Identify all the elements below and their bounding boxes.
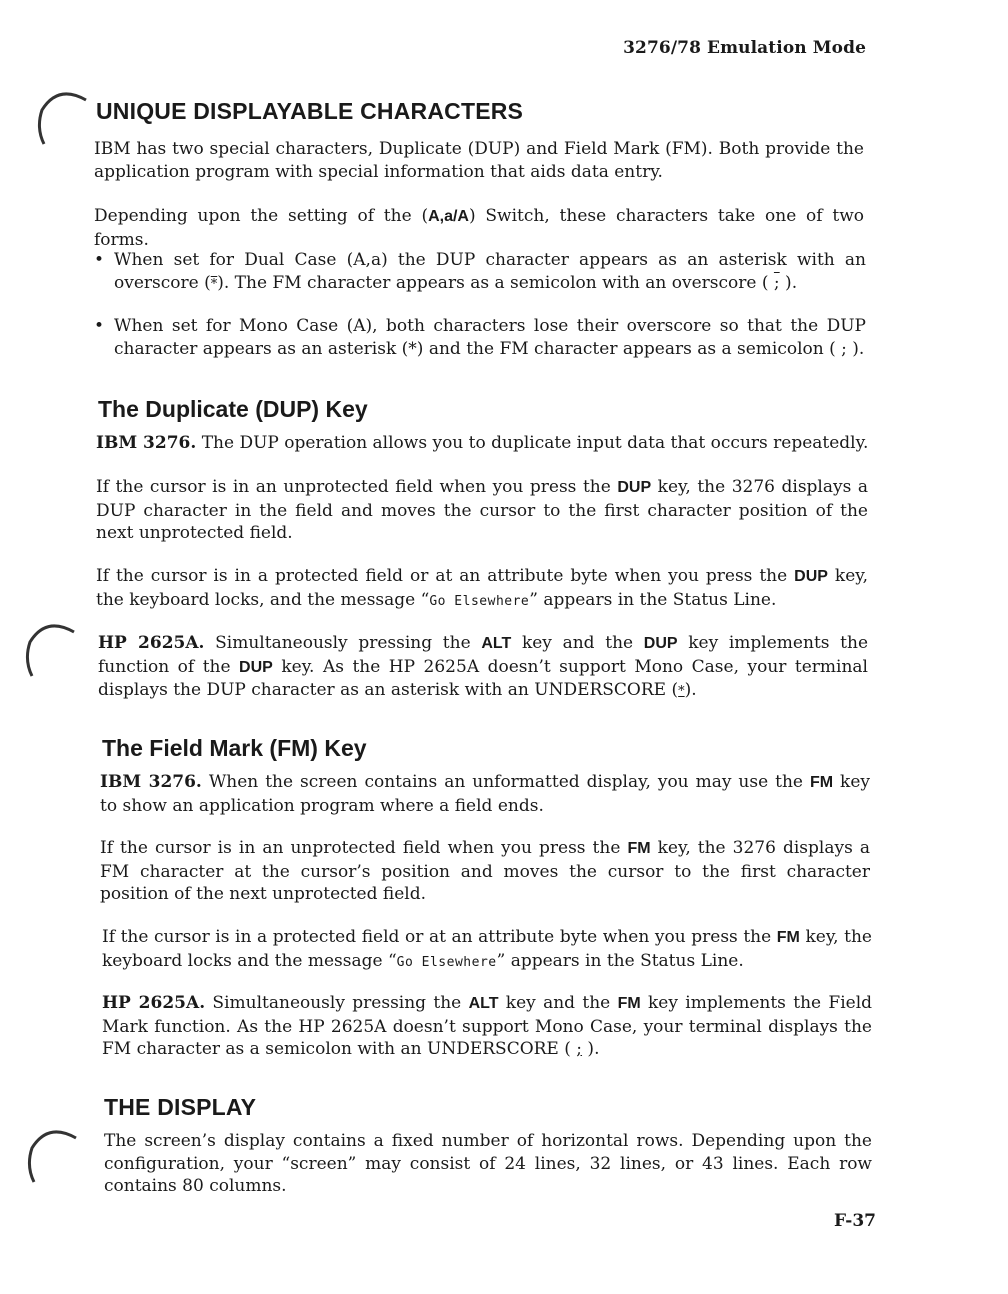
paragraph-switch (94, 205, 864, 251)
bullet-text: When set for Dual Case (A,a) the DUP character appears as an asterisk with an overscore ( (114, 250, 866, 293)
key-name-dup: DUP (643, 635, 678, 652)
status-message-text: Go Elsewhere (396, 954, 497, 970)
paragraph-dup-ibm (96, 432, 872, 455)
hp-2625a-label: HP 2625A. (102, 993, 206, 1013)
key-name-alt: ALT (468, 995, 499, 1012)
paragraph-text: key to show an application program where a field ends. (100, 772, 870, 816)
fm-underscore-glyph: ; (576, 1039, 583, 1059)
ibm-3276-label: IBM 3276. (96, 433, 197, 453)
dup-underscore-glyph: * (678, 684, 685, 699)
switch-label: A,a/A (428, 208, 469, 225)
paragraph-text: key, the 3276 displays a DUP character in the field and moves the cursor to the first character position of the next unprotected field. (96, 477, 868, 543)
bullet-text: When set for Mono Case (A), both characters lose their overscore so that the DUP character appears as an asterisk (*) and the FM character appears as a semicolon ( ; ). (114, 316, 866, 359)
key-name-fm: FM (809, 774, 834, 791)
paragraph-dup-unprotected (96, 476, 868, 545)
bullet-item-mono-case (94, 315, 866, 361)
paragraph-fm-hp (102, 992, 872, 1061)
binding-hole-mark (36, 80, 88, 152)
key-name-fm: FM (627, 840, 651, 857)
bullet-dot-icon: • (94, 316, 105, 336)
paragraph-text: ) Switch, these characters take one of two forms. (94, 206, 864, 250)
paragraph-intro (94, 138, 864, 183)
paragraph-text: The screen’s display contains a fixed number of horizontal rows. Depending upon the configuration, your “screen” may consist of 24 lines, 32 lines, or 43 lines. Each row contains 80 columns. (104, 1131, 872, 1196)
paragraph-text: When the screen contains an unformatted display, you may use the (201, 772, 810, 792)
paragraph-text: If the cursor is in an unprotected field when you press the (100, 838, 628, 858)
section-heading-fm-key: The Field Mark (FM) Key (102, 735, 367, 761)
key-name-dup: DUP (239, 658, 273, 676)
paragraph-display (104, 1130, 872, 1198)
bullet-item-dual-case (94, 249, 866, 295)
running-head: 3276/78 Emulation Mode (623, 38, 866, 58)
paragraph-text: If the cursor is in a protected field or at an attribute byte when you press the (102, 927, 777, 947)
ibm-3276-label: IBM 3276. (100, 772, 202, 792)
paragraph-text: ). (582, 1039, 600, 1059)
section-heading-unique-characters: UNIQUE DISPLAYABLE CHARACTERS (96, 98, 524, 124)
paragraph-text: Simultaneously pressing the (205, 993, 469, 1013)
paragraph-dup-hp (98, 632, 868, 704)
paragraph-dup-protected (96, 565, 868, 613)
key-name-fm: FM (617, 995, 641, 1012)
paragraph-text: ” appears in the Status Line. (496, 950, 744, 971)
paragraph-text: If the cursor is in a protected field or at an attribute byte when you press the (96, 566, 795, 586)
binding-hole-mark (26, 1118, 78, 1190)
paragraph-text: The DUP operation allows you to duplicate input data that occurs repeatedly. (196, 433, 869, 453)
paragraph-text: ” appears in the Status Line. (529, 589, 777, 610)
key-name-alt: ALT (481, 635, 512, 652)
paragraph-text: key, the keyboard locks and the message “ (102, 927, 872, 971)
fm-overscore-glyph: ; (773, 272, 780, 293)
section-heading-display: THE DISPLAY (104, 1094, 257, 1120)
paragraph-text: Depending upon the setting of the ( (94, 206, 429, 226)
section-heading-dup-key: The Duplicate (DUP) Key (98, 396, 368, 422)
paragraph-fm-unprotected (100, 837, 870, 906)
bullet-text: ). (779, 272, 798, 293)
paragraph-fm-ibm (100, 771, 870, 817)
paragraph-text: key and the (498, 993, 618, 1013)
page-number: F-37 (833, 1211, 876, 1231)
paragraph-text: key and the (511, 633, 644, 653)
paragraph-text: If the cursor is in an unprotected field when you press the (96, 477, 618, 497)
hp-2625a-label: HP 2625A. (98, 633, 205, 653)
paragraph-fm-protected (102, 926, 872, 974)
paragraph-text: ). (684, 680, 697, 700)
paragraph-text: key, the keyboard locks, and the message “ (96, 566, 869, 610)
paragraph-text: key implements the Field Mark function. As the HP 2625A doesn’t support Mono Case, your terminal displays the FM character as a semicolon with an UNDERSCORE ( (102, 993, 873, 1059)
status-message-text: Go Elsewhere (429, 593, 530, 609)
paragraph-text: key, the 3276 displays a FM character at the cursor’s position and moves the cursor to the first character position of the next unprotected field. (100, 838, 870, 904)
key-name-dup: DUP (617, 479, 652, 496)
bullet-text: ). The FM character appears as a semicolon with an overscore ( (217, 272, 774, 293)
paragraph-text: key implements the function of the (98, 633, 869, 677)
binding-hole-mark (24, 612, 76, 684)
paragraph-text: Simultaneously pressing the (204, 633, 482, 653)
paragraph-text: IBM has two special characters, Duplicate (DUP) and Field Mark (FM). Both provide the application program with special information that aids data entry. (94, 139, 864, 182)
key-name-dup: DUP (794, 568, 828, 585)
dup-overscore-glyph: * (210, 276, 218, 292)
bullet-dot-icon: • (94, 250, 105, 270)
paragraph-text: key. As the HP 2625A doesn’t support Mono Case, your terminal displays the DUP character as an asterisk with an UNDERSCORE ( (98, 656, 868, 700)
key-name-fm: FM (776, 929, 800, 946)
